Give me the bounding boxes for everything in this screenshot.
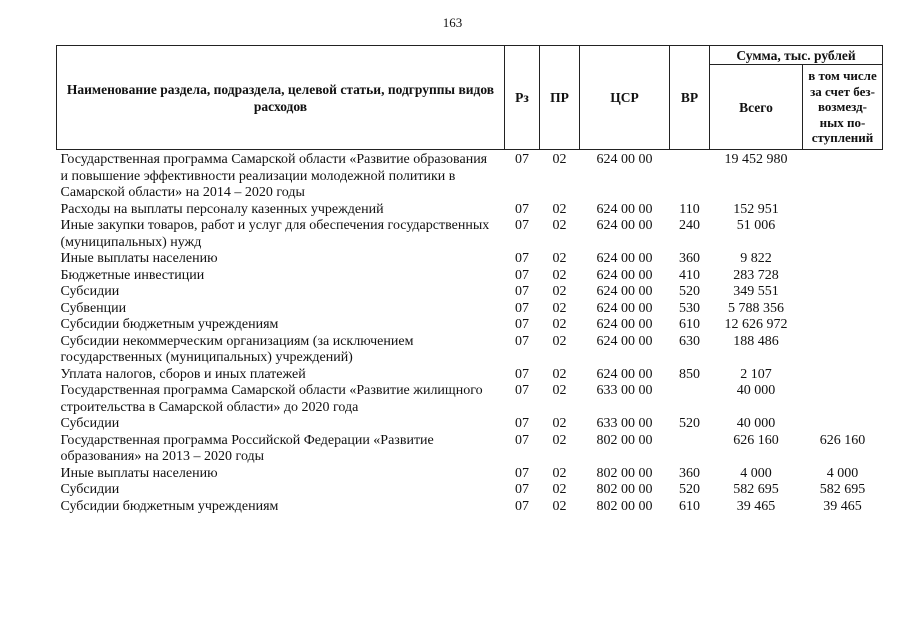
- cell-name: Субсидии: [60, 416, 120, 431]
- cell-pr: 02: [552, 333, 567, 349]
- cell-pr: 02: [552, 251, 567, 266]
- cell-pr: 02: [552, 201, 567, 217]
- cell-csr: 624 00 00: [596, 300, 653, 316]
- cell-total: 349 551: [733, 284, 779, 299]
- header-vr: ВР: [670, 46, 710, 150]
- cell-total: 4 000: [740, 465, 772, 481]
- cell-csr: 624 00 00: [596, 284, 653, 299]
- table-row: [57, 334, 883, 367]
- cell-name: Иные выплаты населению: [60, 465, 218, 481]
- cell-free: [803, 416, 883, 433]
- table-row: [57, 416, 883, 433]
- cell-vr: 850: [679, 366, 700, 382]
- header-free-line: за счет без-: [810, 83, 875, 99]
- cell-free: 4 000: [826, 465, 859, 481]
- cell-rz: 07: [515, 482, 529, 497]
- cell-pr: 02: [552, 482, 567, 497]
- cell-vr: [670, 383, 710, 416]
- cell-rz: 07: [515, 267, 529, 283]
- cell-rz: 07: [515, 416, 529, 431]
- cell-free: [803, 284, 883, 301]
- cell-csr: 624 00 00: [596, 366, 653, 382]
- table-row: [57, 251, 883, 268]
- cell-total: 188 486: [733, 333, 779, 349]
- cell-pr: 02: [552, 465, 567, 481]
- cell-vr: 360: [679, 465, 700, 481]
- cell-vr: 520: [679, 284, 700, 299]
- cell-vr: [670, 150, 710, 202]
- cell-csr: 802 00 00: [596, 498, 653, 514]
- cell-pr: 02: [552, 317, 567, 332]
- cell-free: [803, 268, 883, 285]
- cell-rz: 07: [515, 383, 529, 398]
- cell-vr: 530: [679, 300, 700, 316]
- table-row: [57, 383, 883, 416]
- cell-free: 626 160: [819, 432, 866, 448]
- cell-name: Уплата налогов, сборов и иных платежей: [60, 366, 306, 382]
- cell-pr: 02: [552, 284, 567, 299]
- page-number: 163: [442, 15, 463, 30]
- cell-name: Субсидии некоммерческим организациям (за исключением государственных (муниципальных) учреждений): [60, 333, 414, 365]
- cell-total: 39 465: [736, 498, 776, 514]
- cell-pr: 02: [552, 267, 567, 283]
- cell-total: 2 107: [740, 366, 772, 382]
- table-row: [57, 301, 883, 318]
- cell-total: 51 006: [736, 218, 776, 233]
- cell-free: [803, 367, 883, 384]
- cell-free: [803, 150, 883, 202]
- cell-total: 12 626 972: [724, 317, 788, 332]
- header-pr: ПР: [540, 46, 580, 150]
- cell-free: [803, 218, 883, 251]
- cell-name: Субвенции: [60, 300, 127, 316]
- cell-rz: 07: [515, 300, 529, 316]
- cell-csr: 802 00 00: [596, 432, 653, 448]
- cell-csr: 624 00 00: [596, 251, 653, 266]
- cell-csr: 624 00 00: [596, 267, 653, 283]
- cell-vr: 520: [679, 482, 700, 497]
- cell-rz: 07: [515, 498, 529, 514]
- cell-total: 582 695: [733, 482, 779, 497]
- cell-free: [803, 334, 883, 367]
- cell-vr: 360: [679, 251, 700, 266]
- cell-name: Расходы на выплаты персоналу казенных учреждений: [60, 201, 384, 217]
- cell-free: [803, 317, 883, 334]
- cell-pr: 02: [552, 300, 567, 316]
- cell-name: Государственная программа Самарской области «Развитие образования и повышение эффективности реализации молодежной политики в Самарской области» на 2014 – 2020 годы: [60, 152, 488, 200]
- cell-csr: 624 00 00: [596, 218, 653, 233]
- table-row: [57, 284, 883, 301]
- budget-table: [56, 45, 883, 515]
- cell-vr: 610: [679, 317, 700, 332]
- cell-pr: 02: [552, 498, 567, 514]
- cell-name: Субсидии: [60, 482, 120, 497]
- table-row: [57, 218, 883, 251]
- cell-total: 626 160: [733, 432, 779, 448]
- header-free-line: возмезд-: [818, 99, 867, 115]
- cell-pr: 02: [552, 218, 567, 233]
- cell-csr: 802 00 00: [596, 482, 653, 497]
- cell-name: Бюджетные инвестиции: [60, 267, 205, 283]
- header-free-line: ступлений: [811, 130, 874, 146]
- header-free-receipts: [803, 65, 883, 150]
- cell-rz: 07: [515, 333, 529, 349]
- cell-total: 40 000: [736, 383, 776, 398]
- cell-total: 40 000: [736, 416, 776, 431]
- cell-csr: 633 00 00: [596, 383, 653, 398]
- cell-vr: 240: [679, 218, 700, 233]
- cell-total: 152 951: [733, 201, 779, 217]
- cell-pr: 02: [552, 366, 567, 382]
- table-row: [57, 150, 883, 202]
- cell-name: Субсидии бюджетным учреждениям: [60, 498, 279, 514]
- cell-pr: 02: [552, 152, 567, 167]
- cell-rz: 07: [515, 317, 529, 332]
- table-row: [57, 466, 883, 483]
- header-csr: ЦСР: [580, 46, 670, 150]
- cell-rz: 07: [515, 251, 529, 266]
- cell-name: Иные закупки товаров, работ и услуг для обеспечения государственных (муниципальных) нужд: [60, 218, 490, 250]
- cell-vr: [670, 433, 710, 466]
- cell-rz: 07: [515, 201, 529, 217]
- cell-csr: 624 00 00: [596, 201, 653, 217]
- table-row: [57, 202, 883, 219]
- cell-csr: 624 00 00: [596, 317, 653, 332]
- cell-vr: 630: [679, 333, 700, 349]
- cell-rz: 07: [515, 432, 529, 448]
- cell-csr: 624 00 00: [596, 152, 653, 167]
- cell-rz: 07: [515, 366, 529, 382]
- cell-name: Государственная программа Российской Федерации «Развитие образования» на 2013 – 2020 годы: [60, 432, 434, 464]
- cell-rz: 07: [515, 152, 529, 167]
- cell-name: Субсидии: [60, 284, 120, 299]
- cell-vr: 520: [679, 416, 700, 431]
- cell-free: 582 695: [819, 482, 866, 497]
- table-row: [57, 433, 883, 466]
- header-rz: Рз: [505, 46, 540, 150]
- cell-free: [803, 301, 883, 318]
- cell-vr: 410: [679, 267, 700, 283]
- cell-total: 9 822: [740, 251, 772, 266]
- cell-name: Иные выплаты населению: [60, 251, 218, 266]
- cell-vr: 110: [679, 201, 700, 217]
- table-header: [57, 46, 883, 150]
- cell-free: 39 465: [823, 498, 862, 514]
- cell-rz: 07: [515, 465, 529, 481]
- header-name-column: Наименование раздела, подраздела, целевой статьи, подгруппы видов расходов: [57, 46, 505, 150]
- table-row: [57, 499, 883, 516]
- cell-free: [803, 383, 883, 416]
- cell-total: 5 788 356: [728, 300, 784, 316]
- cell-free: [803, 202, 883, 219]
- cell-rz: 07: [515, 218, 529, 233]
- table-body: [57, 150, 883, 516]
- table-row: [57, 317, 883, 334]
- cell-name: Государственная программа Самарской области «Развитие жилищного строительства в Самарской области» до 2020 года: [60, 383, 483, 415]
- header-free-line: ных по-: [819, 114, 866, 130]
- header-total: Всего: [710, 65, 803, 150]
- table-row: [57, 482, 883, 499]
- cell-csr: 633 00 00: [596, 416, 653, 431]
- cell-csr: 802 00 00: [596, 465, 653, 481]
- cell-rz: 07: [515, 284, 529, 299]
- cell-csr: 624 00 00: [596, 333, 653, 349]
- cell-free: [803, 251, 883, 268]
- header-sum-group: Сумма, тыс. рублей: [710, 46, 883, 65]
- cell-total: 283 728: [733, 267, 779, 283]
- table-row: [57, 268, 883, 285]
- cell-name: Субсидии бюджетным учреждениям: [60, 317, 279, 332]
- table-row: [57, 367, 883, 384]
- cell-vr: 610: [679, 498, 700, 514]
- cell-pr: 02: [552, 383, 567, 398]
- cell-total: 19 452 980: [724, 152, 788, 167]
- cell-pr: 02: [552, 416, 567, 431]
- header-free-line: в том числе: [808, 68, 877, 84]
- cell-pr: 02: [552, 432, 567, 448]
